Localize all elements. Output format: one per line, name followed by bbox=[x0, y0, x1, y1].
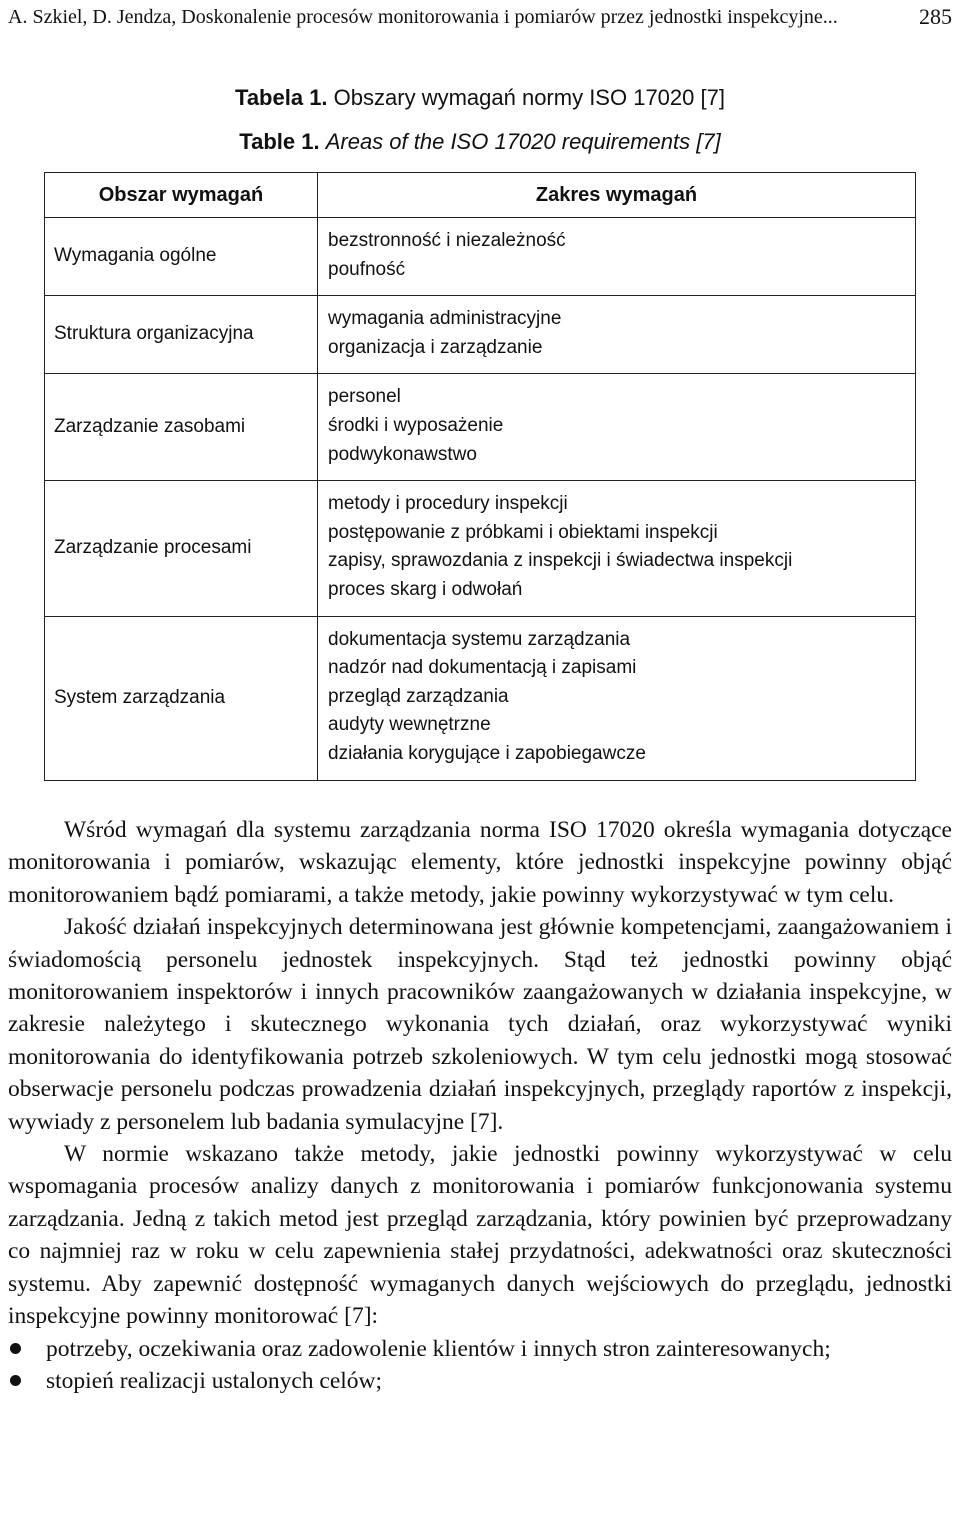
bullet-dot-icon bbox=[10, 1343, 21, 1354]
column-header-scope: Zakres wymagań bbox=[318, 173, 916, 218]
column-header-area: Obszar wymagań bbox=[45, 173, 318, 218]
scope-item: audyty wewnętrzne bbox=[328, 714, 491, 736]
scope-item: przegląd zarządzania bbox=[328, 685, 509, 707]
scope-cell bbox=[318, 374, 916, 481]
table-caption-pl bbox=[0, 84, 960, 112]
table-row bbox=[45, 481, 916, 616]
scope-cell bbox=[318, 296, 916, 374]
table-row bbox=[45, 616, 916, 780]
scope-cell bbox=[318, 481, 916, 616]
paragraph: Jakość działań inspekcyjnych determinowana jest głównie kompetencjami, zaangażowaniem i świadomością personelu jednostek inspekcyjnych. Stąd też jednostki powinny objąć monitorowaniem inspektorów i innych pracowników zaangażowanych w działania inspekcyjne, w zakresie należytego i skutecznego wykonania tych działań, oraz wykorzystywać wyniki monitorowania do identyfikowania potrzeb szkoleniowych. W tym celu jednostki mogą stosować obserwacje personelu podczas prowadzenia działań inspekcyjnych, przeglądy raportów z inspekcji, wywiady z personelem lub badania symulacyjne [7]. bbox=[8, 914, 952, 1135]
requirements-table bbox=[44, 172, 916, 781]
table-row bbox=[45, 296, 916, 374]
scope-item: poufność bbox=[328, 258, 406, 280]
table-row bbox=[45, 218, 916, 296]
scope-item: dokumentacja systemu zarządzania bbox=[328, 628, 631, 650]
caption-label-pl: Tabela 1. bbox=[235, 85, 328, 110]
caption-label-en: Table 1. bbox=[239, 129, 320, 154]
scope-item: personel bbox=[328, 386, 401, 408]
scope-item: zapisy, sprawozdania z inspekcji i świadectwa inspekcji bbox=[328, 550, 793, 572]
scope-cell bbox=[318, 218, 916, 296]
scope-item: metody i procedury inspekcji bbox=[328, 493, 568, 515]
running-title: A. Szkiel, D. Jendza, Doskonalenie procesów monitorowania i pomiarów przez jednostki inspekcyjne... bbox=[8, 6, 838, 28]
area-cell: Zarządzanie zasobami bbox=[45, 374, 318, 481]
bullet-text: stopień realizacji ustalonych celów; bbox=[46, 1367, 383, 1394]
scope-item: proces skarg i odwołań bbox=[328, 578, 523, 600]
body-text bbox=[8, 814, 952, 1397]
scope-item: środki i wyposażenie bbox=[328, 414, 504, 436]
bullet-item bbox=[8, 1365, 952, 1397]
bullet-list bbox=[8, 1333, 952, 1398]
scope-item: nadzór nad dokumentacją i zapisami bbox=[328, 657, 637, 679]
area-cell: System zarządzania bbox=[45, 616, 318, 780]
scope-item: postępowanie z próbkami i obiektami inspekcji bbox=[328, 521, 718, 543]
scope-item: wymagania administracyjne bbox=[328, 308, 562, 330]
bullet-item bbox=[8, 1333, 952, 1365]
table-header-row bbox=[45, 173, 916, 218]
scope-item: działania korygujące i zapobiegawcze bbox=[328, 742, 646, 764]
scope-item: podwykonawstwo bbox=[328, 443, 477, 465]
bullet-dot-icon bbox=[10, 1375, 21, 1386]
scope-item: bezstronność i niezależność bbox=[328, 230, 566, 251]
area-cell: Struktura organizacyjna bbox=[45, 296, 318, 374]
table-caption-en bbox=[0, 128, 960, 156]
caption-text-en: Areas of the ISO 17020 requirements [7] bbox=[325, 129, 721, 154]
caption-text-pl: Obszary wymagań normy ISO 17020 [7] bbox=[333, 85, 725, 110]
area-cell: Zarządzanie procesami bbox=[45, 481, 318, 616]
scope-cell bbox=[318, 616, 916, 780]
bullet-text: potrzeby, oczekiwania oraz zadowolenie klientów i innych stron zainteresowanych; bbox=[46, 1335, 831, 1362]
table-row bbox=[45, 374, 916, 481]
paragraph: Wśród wymagań dla systemu zarządzania norma ISO 17020 określa wymagania dotyczące monitorowania i pomiarów, wskazując elementy, które jednostki inspekcyjne powinny objąć monitorowaniem bądź pomiarami, a także metody, jakie powinny wykorzystywać w tym celu. bbox=[8, 817, 952, 908]
paragraph: W normie wskazano także metody, jakie jednostki powinny wykorzystywać w celu wspomagania procesów analizy danych z monitorowania i pomiarów funkcjonowania systemu zarządzania. Jedną z takich metod jest przegląd zarządzania, który powinien być przeprowadzany co najmniej raz w roku w celu zapewnienia stałej przydatności, adekwatności oraz skuteczności systemu. Aby zapewnić dostępność wymaganych danych wejściowych do przeglądu, jednostki inspekcyjne powinny monitorować [7]: bbox=[8, 1141, 952, 1330]
page-number: 285 bbox=[919, 4, 952, 29]
scope-item: organizacja i zarządzanie bbox=[328, 336, 543, 358]
running-header bbox=[8, 4, 952, 30]
area-cell: Wymagania ogólne bbox=[45, 218, 318, 296]
